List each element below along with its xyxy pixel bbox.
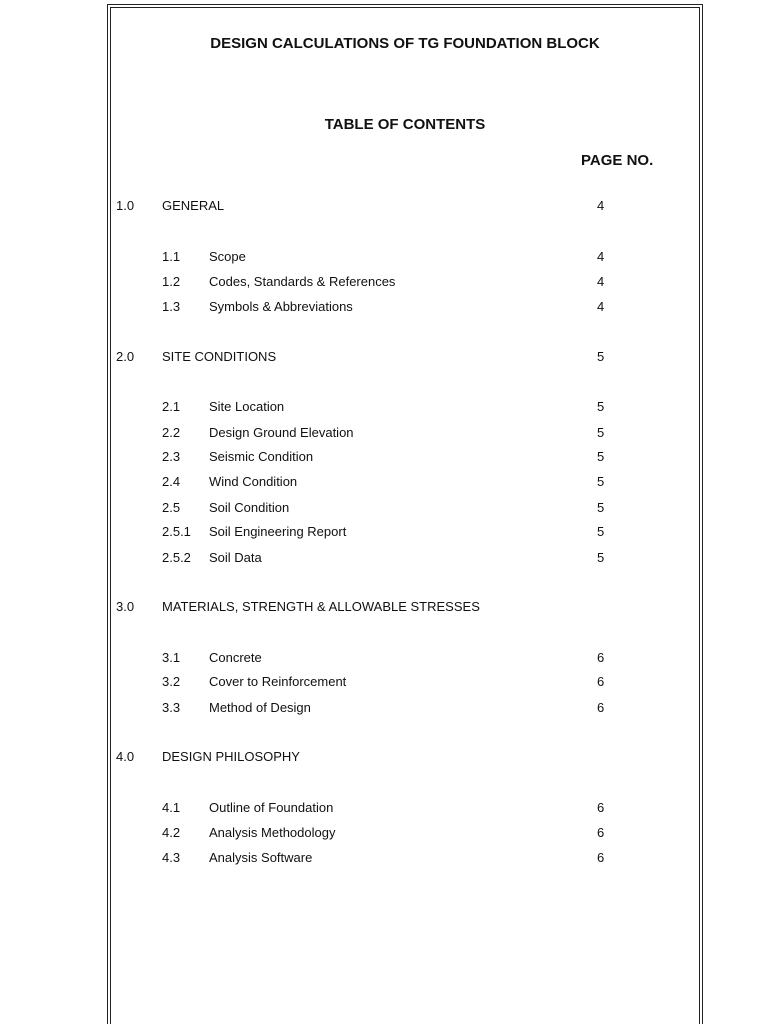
toc-item-label: Wind Condition	[209, 474, 298, 489]
toc-section-label: GENERAL	[162, 198, 225, 213]
toc-page-number: 6	[597, 825, 605, 840]
toc-page-number: 6	[597, 700, 605, 715]
toc-section-label: MATERIALS, STRENGTH & ALLOWABLE STRESSES	[162, 599, 480, 614]
toc-item[interactable]	[0, 823, 768, 843]
toc-item-number: 2.1	[162, 399, 181, 414]
toc-section-number: 2.0	[116, 349, 135, 364]
toc-item[interactable]	[0, 848, 768, 868]
toc-item[interactable]	[0, 522, 768, 542]
toc-page-number: 5	[597, 449, 605, 464]
toc-item-label: Soil Engineering Report	[209, 524, 347, 539]
toc-section-number: 1.0	[116, 198, 135, 213]
toc-item-label: Design Ground Elevation	[209, 425, 354, 440]
toc-item-label: Soil Data	[209, 550, 262, 565]
toc-page-number: 4	[597, 198, 605, 213]
toc-item-label: Analysis Methodology	[209, 825, 336, 840]
toc-item[interactable]	[0, 297, 768, 317]
toc-item-number: 2.5.2	[162, 550, 191, 565]
toc-item-number: 4.3	[162, 850, 181, 865]
toc-item[interactable]	[0, 397, 768, 417]
toc-item[interactable]	[0, 798, 768, 818]
toc-item-number: 2.3	[162, 449, 181, 464]
toc-item-number: 2.2	[162, 425, 181, 440]
toc-item-number: 2.5.1	[162, 524, 191, 539]
toc-section-design-philosophy[interactable]	[0, 747, 768, 767]
toc-item-number: 3.1	[162, 650, 181, 665]
toc-item-label: Site Location	[209, 399, 285, 414]
toc-item[interactable]	[0, 498, 768, 518]
toc-item[interactable]	[0, 423, 768, 443]
toc-item-number: 2.4	[162, 474, 181, 489]
toc-section-site-conditions[interactable]	[0, 347, 768, 367]
toc-page-number: 4	[597, 274, 605, 289]
toc-section-general[interactable]	[0, 196, 768, 216]
toc-item-label: Outline of Foundation	[209, 800, 334, 815]
toc-item-number: 1.3	[162, 299, 181, 314]
toc-page-number: 6	[597, 800, 605, 815]
toc-item-number: 2.5	[162, 500, 181, 515]
toc-page-number: 6	[597, 850, 605, 865]
toc-item-label: Seismic Condition	[209, 449, 314, 464]
toc-item[interactable]	[0, 548, 768, 568]
toc-page-number: 5	[597, 399, 605, 414]
toc-item[interactable]	[0, 447, 768, 467]
toc-heading: TABLE OF CONTENTS	[324, 116, 486, 133]
toc-item-number: 1.2	[162, 274, 181, 289]
toc-page-number: 5	[597, 550, 605, 565]
toc-item-label: Codes, Standards & References	[209, 274, 396, 289]
toc-item[interactable]	[0, 247, 768, 267]
toc-item-number: 4.2	[162, 825, 181, 840]
toc-item[interactable]	[0, 698, 768, 718]
toc-item-label: Soil Condition	[209, 500, 290, 515]
toc-item[interactable]	[0, 672, 768, 692]
toc-item-number: 3.2	[162, 674, 181, 689]
document-title: DESIGN CALCULATIONS OF TG FOUNDATION BLOCK	[210, 35, 600, 52]
toc-item[interactable]	[0, 472, 768, 492]
toc-section-number: 3.0	[116, 599, 135, 614]
toc-item-number: 3.3	[162, 700, 181, 715]
toc-page-number: 5	[597, 349, 605, 364]
toc-page-number: 5	[597, 474, 605, 489]
toc-item[interactable]	[0, 648, 768, 668]
toc-page-number: 6	[597, 650, 605, 665]
toc-item-label: Analysis Software	[209, 850, 313, 865]
toc-page-number: 5	[597, 500, 605, 515]
toc-page-number: 6	[597, 674, 605, 689]
toc-page-number: 5	[597, 524, 605, 539]
toc-item-label: Symbols & Abbreviations	[209, 299, 353, 314]
page-no-heading: PAGE NO.	[581, 152, 654, 169]
toc-item[interactable]	[0, 272, 768, 292]
toc-item-number: 4.1	[162, 800, 181, 815]
toc-item-label: Method of Design	[209, 700, 311, 715]
toc-page-number: 5	[597, 425, 605, 440]
toc-section-label: DESIGN PHILOSOPHY	[162, 749, 300, 764]
toc-item-label: Concrete	[209, 650, 262, 665]
toc-item-number: 1.1	[162, 249, 181, 264]
toc-section-label: SITE CONDITIONS	[162, 349, 277, 364]
toc-page-number: 4	[597, 299, 605, 314]
toc-section-materials[interactable]	[0, 597, 768, 617]
toc-item-label: Scope	[209, 249, 246, 264]
toc-page-number: 4	[597, 249, 605, 264]
toc-item-label: Cover to Reinforcement	[209, 674, 347, 689]
toc-section-number: 4.0	[116, 749, 135, 764]
